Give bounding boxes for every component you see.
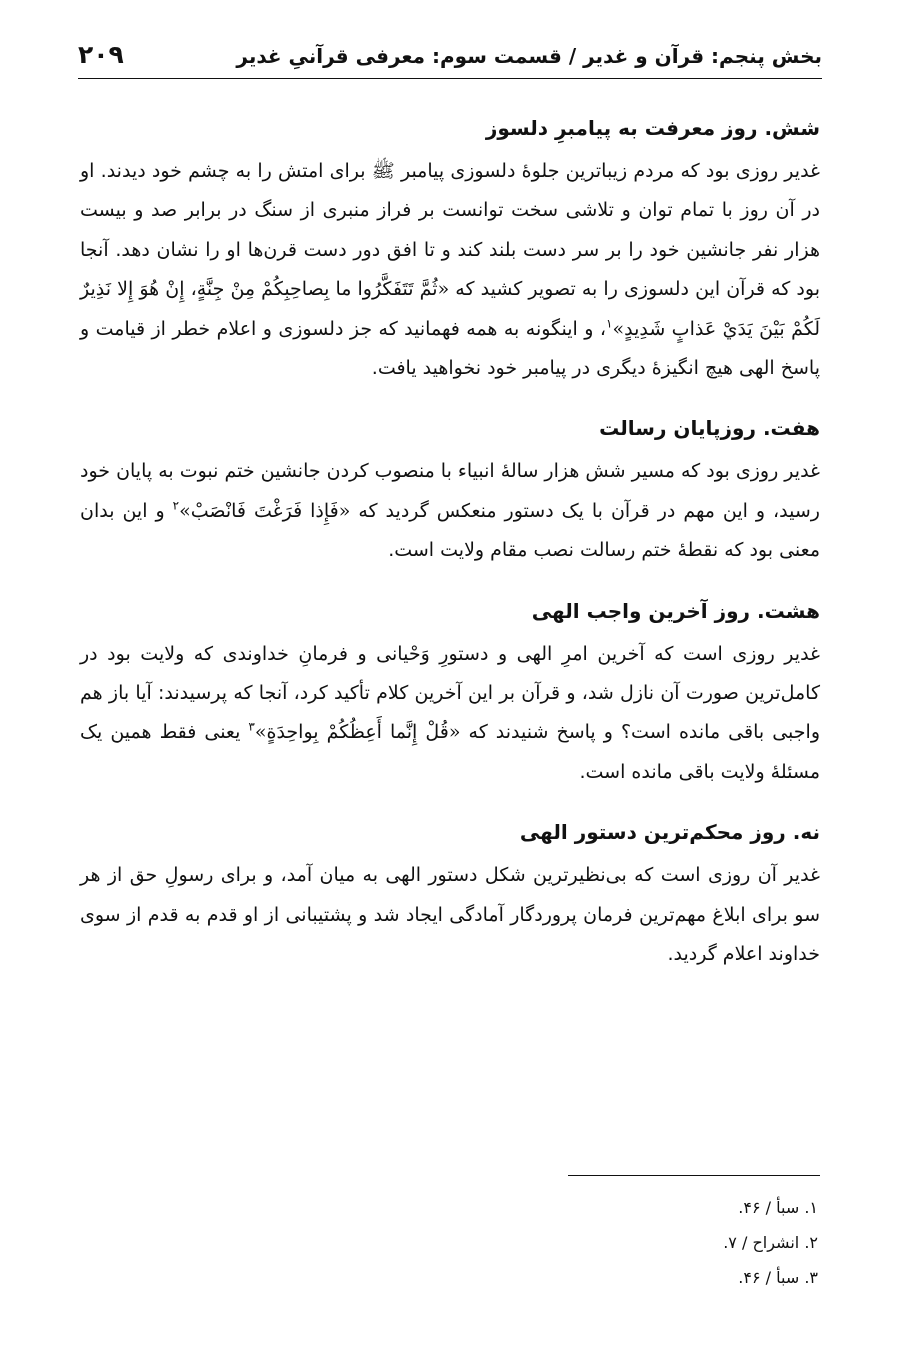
section-heading: نه. روز محکم‌ترین دستور الهی [519, 820, 820, 845]
section-heading: هشت. روز آخرین واجب الهی [531, 598, 820, 623]
page-header [78, 38, 822, 79]
page-number: ۲۰۹ [78, 40, 124, 69]
section-seven [80, 408, 820, 570]
section-heading: هفت. روزپایان رسالت [599, 416, 820, 441]
footnote-item: ۲. انشراح / ۷. [723, 1233, 818, 1252]
footnote-item: ۳. سبأ / ۴۶. [738, 1268, 818, 1287]
paragraph-text: ، و اینگونه به همه فهمانید که جز دلسوزی و اعلام خطر از قیامت و پاسخ الهی هیچ انگیزۀ دیگری در پیامبر خود نخواهید یافت. [80, 317, 820, 380]
footnote-item: ۱. سبأ / ۴۶. [738, 1198, 818, 1217]
paragraph-text: غدیر آن روزی است که بی‌نظیرترین شکل دستور الهی به میان آمد، و برای رسولِ حق از هر سو برای ابلاغ مهم‌ترین فرمان پروردگار آمادگی ایجاد شد و پشتیبانی از او قدم به قدم از سوی خداوند اعلام گردید. [80, 864, 820, 966]
quran-verse: «قُلْ إِنَّما أَعِظُكُمْ بِواحِدَةٍ» [254, 721, 461, 744]
section-heading: شش. روز معرفت به پیامبرِ دلسوز [485, 116, 820, 140]
footnotes [723, 1190, 818, 1295]
section-paragraph [80, 635, 820, 793]
paragraph-text: غدیر روزی بود که مردم زیباترین جلوۀ دلسوزی پیامبر ﷺ برای امتش را به چشم خود دیدند. او در آن روز با تمام توان و تلاشی سخت توانست بر فراز منبری از سنگ در برابر صد و بیست هزار نفر جانشین خود را بر سر دست بلند کند و تا افق دور دست قرن‌ها او را نشان دهد. آنجا بود که قرآن این دلسوزی را به تصویر کشید که [80, 160, 820, 301]
quran-verse: «فَإِذا فَرَغْتَ فَانْصَبْ» [179, 499, 351, 522]
page-body [80, 108, 820, 995]
running-title: بخش پنجم: قرآن و غدیر / قسمت سوم: معرفی قرآنیِ غدیر [236, 44, 822, 68]
paragraph-text: یعنی فقط همین یک مسئلۀ ولایت باقی مانده است. [80, 721, 820, 783]
section-paragraph [80, 152, 820, 388]
footnote-reference[interactable]: ۳ [248, 720, 255, 735]
quran-verse: «ثُمَّ تَتَفَكَّرُوا ما بِصاحِبِكُمْ مِنْ جِنَّةٍ، إِنْ هُوَ إِلا نَذِيرٌ لَكُمْ بَيْنَ يَدَيْ عَذابٍ شَدِيدٍ» [80, 278, 820, 340]
footnote-reference[interactable]: ۱ [606, 316, 613, 331]
footnote-divider [568, 1175, 820, 1176]
section-nine [80, 812, 820, 974]
section-paragraph [80, 856, 820, 974]
paragraph-text: غدیر روزی بود که مسیر شش هزار سالۀ انبیاء با منصوب کردن جانشین ختم نبوت به پایان خود رسید، و این مهم در قرآن با یک دستور منعکس گردید که [80, 460, 820, 522]
paragraph-text: و این بدان معنی بود که نقطۀ ختم رسالت نصب مقام ولایت است. [80, 499, 820, 562]
section-eight [80, 591, 820, 793]
section-paragraph [80, 452, 820, 570]
paragraph-text: غدیر روزی است که آخرین امرِ الهی و دستورِ وَحْیانی و فرمانِ خداوندی که ولایت بود در کامل‌ترین صورت آن نازل شد، و قرآن بر این آخرین کلام تأکید کرد، آنجا که پرسیدند: آیا باز هم واجبی باقی مانده است؟ و پاسخ شنیدند که [80, 642, 820, 744]
footnote-reference[interactable]: ۲ [172, 498, 180, 513]
section-six [80, 108, 820, 388]
